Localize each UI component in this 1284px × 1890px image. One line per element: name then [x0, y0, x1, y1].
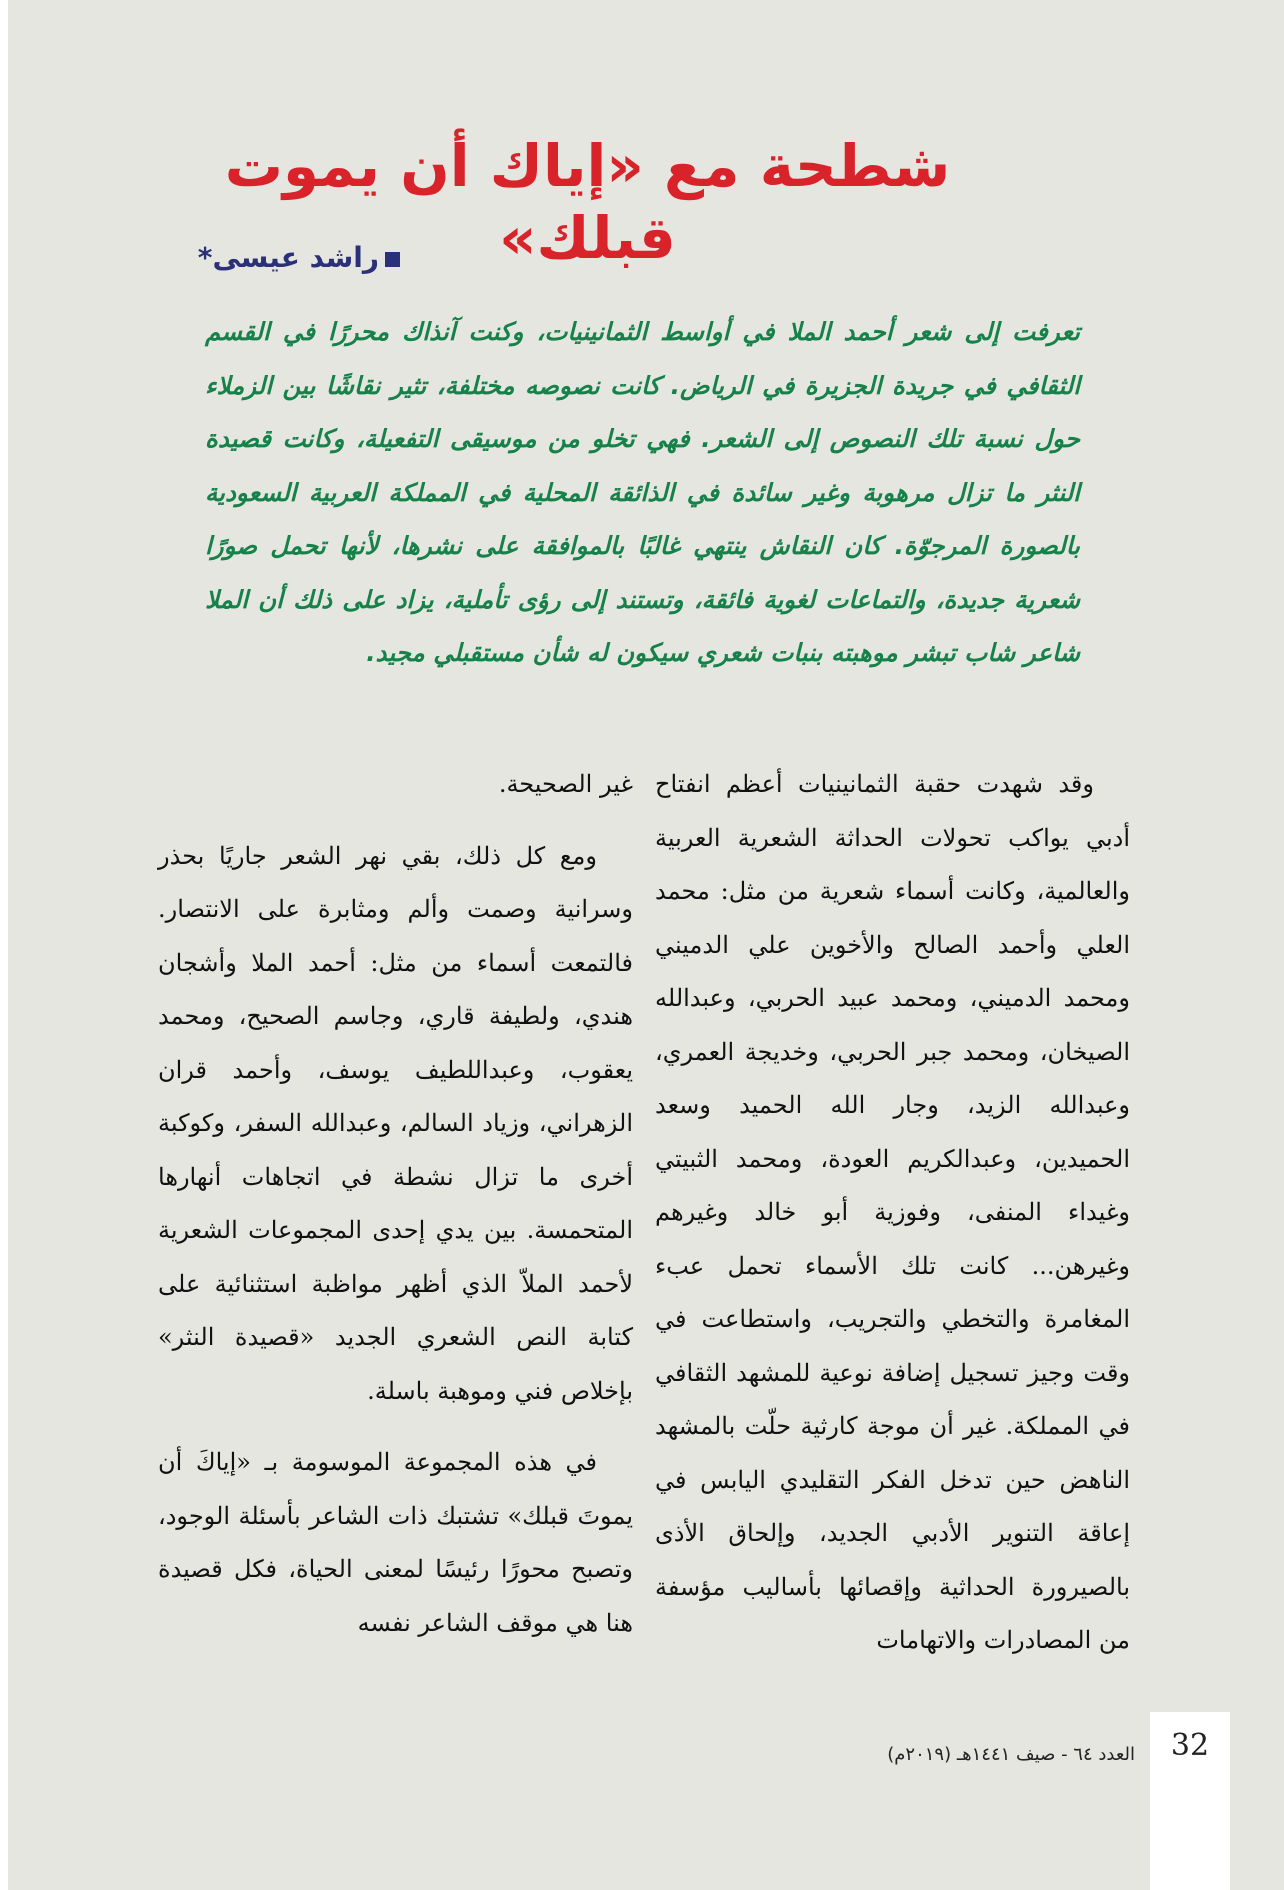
- body-paragraph: في هذه المجموعة الموسومة بـ «إياكَ أن يموتَ قبلك» تشتبك ذات الشاعر بأسئلة الوجود، وتصبح محورًا رئيسًا لمعنى الحياة، فكل قصيدة هنا هي موقف الشاعر نفسه: [158, 1448, 633, 1637]
- body-paragraph: وقد شهدت حقبة الثمانينيات أعظم انفتاح أدبي يواكب تحولات الحداثة الشعرية العربية والعالمية، وكانت أسماء شعرية من مثل: محمد العلي وأحمد الصالح والأخوين علي الدميني ومحمد الدميني، ومحمد عبيد الحربي، وعبدالله الصيخان، ومحمد جبر الحربي، وخديجة العمري، وعبدالله الزيد، وجار الله الحميد وسعد الحميدين، وعبدالكريم العودة، ومحمد الثبيتي وغيداء المنفى، وفوزية أبو خالد وغيرهم وغيرهن... كانت تلك الأسماء تحمل عبء المغامرة والتخطي والتجريب، واستطاعت في وقت وجيز تسجيل إضافة نوعية للمشهد الثقافي في المملكة. غير أن موجة كارثية حلّت بالمشهد الناهض حين تدخل الفكر التقليدي اليابس في إعاقة التنوير الأدبي الجديد، وإلحاق الأذى بالصيرورة الحداثية وإقصائها بأساليب مؤسفة من المصادرات والاتهامات: [655, 770, 1130, 1654]
- body-column-left: [158, 758, 633, 1650]
- body-column-right: [655, 758, 1130, 1668]
- article-title: شطحة مع «إياك أن يموت قبلك»: [224, 132, 951, 272]
- body-paragraph-continued: غير الصحيحة.: [498, 770, 633, 798]
- page-number: 32: [1170, 1728, 1210, 1763]
- author-name: راشد عيسى*: [197, 241, 379, 274]
- body-paragraph: ومع كل ذلك، بقي نهر الشعر جاريًا بحذر وسرانية وصمت وألم ومثابرة على الانتصار. فالتمعت أسماء من مثل: أحمد الملا وأشجان هندي، ولطيفة قاري، وجاسم الصحيح، ومحمد يعقوب، وعبداللطيف يوسف، وأحمد قران الزهراني، وزياد السالم، وعبدالله السفر، وكوكبة أخرى ما تزال نشطة في اتجاهات أنهارها المتحمسة. بين يدي إحدى المجموعات الشعرية لأحمد الملاّ الذي أظهر مواظبة استثنائية على كتابة النص الشعري الجديد «قصيدة النثر» بإخلاص فني وموهبة باسلة.: [158, 841, 633, 1405]
- bullet-square-icon: [385, 252, 400, 267]
- intro-paragraph: تعرفت إلى شعر أحمد الملا في أواسط الثمانينيات، وكنت آنذاك محررًا في القسم الثقافي في جريدة الجزيرة في الرياض. كانت نصوصه مختلفة، تثير نقاشًا بين الزملاء حول نسبة تلك النصوص إلى الشعر. فهي تخلو من موسيقى التفعيلة، وكانت قصيدة النثر ما تزال مرهوبة وغير سائدة في الذائقة المحلية في المملكة العربية السعودية بالصورة المرجوّة. كان النقاش ينتهي غالبًا بالموافقة على نشرها، لأنها تحمل صورًا شعرية جديدة، والتماعات لغوية فائقة، وتستند إلى رؤى تأملية، يزاد على ذلك أن الملا شاعر شاب تبشر موهبته بنبات شعري سيكون له شأن مستقبلي مجيد.: [205, 317, 1080, 667]
- issue-info: العدد ٦٤ - صيف ١٤٤١هـ (٢٠١٩م): [887, 1744, 1135, 1765]
- author-byline: [197, 238, 400, 278]
